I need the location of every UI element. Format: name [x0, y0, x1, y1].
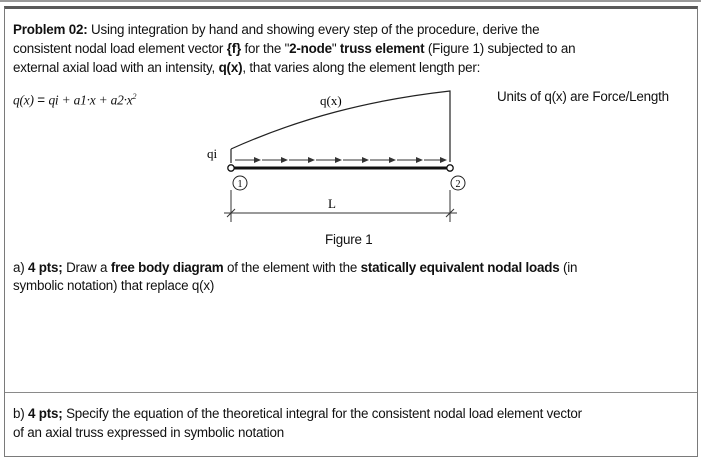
- node-2-point: [447, 165, 453, 171]
- node-2-label: 2: [455, 179, 461, 190]
- problem-line-2: consistent nodal load element vector {f} for the "2-node" truss element (Figure 1) subjected to an: [13, 41, 576, 56]
- node-1-label: 1: [237, 179, 243, 190]
- part-b-line-1: b) 4 pts; Specify the equation of the theoretical integral for the consistent nodal load element vector: [13, 406, 582, 421]
- units-note: Units of q(x) are Force/Length: [497, 89, 669, 104]
- node-1-point: [228, 165, 234, 171]
- load-label: q(x): [320, 93, 342, 108]
- load-vector-symbol: {f}: [226, 41, 241, 56]
- problem-line-1: Problem 02: Using integration by hand and showing every step of the procedure, derive the: [13, 22, 540, 37]
- part-a-line-1: a) 4 pts; Draw a free body diagram of the element with the statically equivalent nodal loads (in: [13, 260, 578, 275]
- part-a-line-2: symbolic notation) that replace q(x): [13, 278, 215, 293]
- problem-line-3: external axial load with an intensity, q(x), that varies along the element length per:: [13, 60, 481, 75]
- problem-heading: Problem 02:: [13, 22, 88, 37]
- length-dimension: [224, 190, 457, 222]
- load-equation: q(x) = qi + $a1\cdot x + a2\cdot x^2$: [13, 92, 137, 108]
- figure-caption: Figure 1: [325, 232, 373, 247]
- section-divider: [5, 392, 697, 393]
- length-label: L: [328, 196, 336, 211]
- qi-label: qi: [207, 146, 218, 161]
- part-b-line-2: of an axial truss expressed in symbolic notation: [13, 425, 285, 440]
